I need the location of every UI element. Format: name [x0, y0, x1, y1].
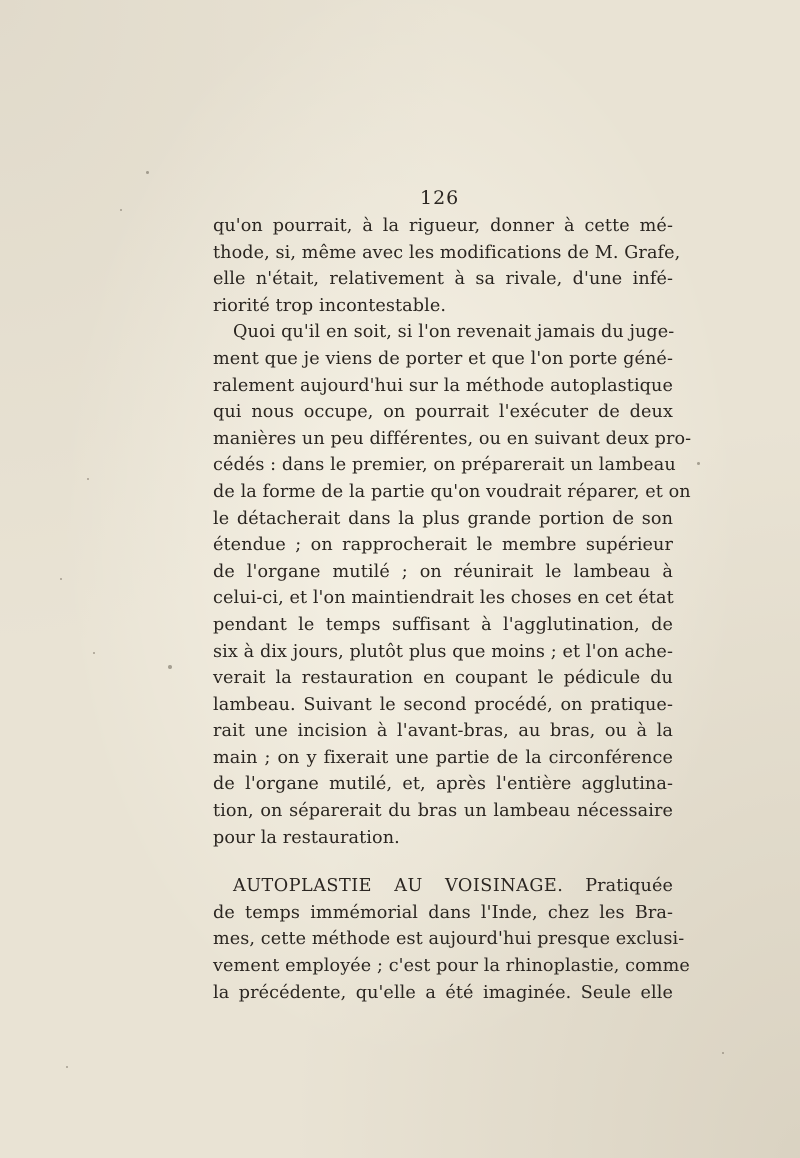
text-line: celui-ci, et l'on maintiendrait les choses en cet état	[213, 588, 674, 609]
paper-speck	[93, 652, 95, 654]
text-line: vement employée ; c'est pour la rhinoplastie, comme	[213, 956, 690, 977]
text-line: Quoi qu'il en soit, si l'on revenait jamais du juge-	[233, 322, 675, 343]
paper-speck	[120, 209, 122, 211]
text-line: étendue ; on rapprocherait le membre supérieur	[213, 535, 673, 556]
text-line: rait une incision à l'avant-bras, au bras, ou à la	[213, 721, 673, 742]
page-number: 126	[420, 187, 460, 209]
text-line: elle n'était, relativement à sa rivale, d'une infé-	[213, 269, 673, 290]
paragraph	[213, 213, 681, 319]
text-line: qu'on pourrait, à la rigueur, donner à cette mé-	[213, 216, 673, 236]
text-line: de temps immémorial dans l'Inde, chez les Bra-	[213, 902, 673, 923]
paper-speck	[146, 171, 149, 174]
text-line: manières un peu différentes, ou en suivant deux pro-	[213, 428, 692, 449]
text-line: la précédente, qu'elle a été imaginée. Seule elle	[213, 982, 673, 1003]
text-line: lambeau. Suivant le second procédé, on pratique-	[213, 694, 673, 715]
paragraph	[213, 319, 692, 851]
paper-speck	[168, 665, 172, 669]
paper-speck	[87, 478, 89, 480]
text-line: pour la restauration.	[213, 827, 400, 848]
text-line: ralement aujourd'hui sur la méthode autoplastique	[213, 375, 673, 396]
text-line: mes, cette méthode est aujourd'hui presque exclusi-	[213, 929, 685, 950]
text-line: ment que je viens de porter et que l'on porte géné-	[213, 348, 673, 369]
section-heading-line	[213, 873, 673, 900]
text-line: main ; on y fixerait une partie de la circonférence	[213, 747, 673, 768]
text-line: riorité trop incontestable.	[213, 295, 447, 316]
section-heading: AUTOPLASTIE AU VOISINAGE.	[233, 876, 564, 897]
paper-speck	[722, 1052, 724, 1054]
text-line: le détacherait dans la plus grande portion de son	[213, 508, 673, 529]
text-line: de l'organe mutilé ; on réunirait le lambeau à	[213, 561, 673, 582]
paper-speck	[60, 578, 62, 580]
text-line: verait la restauration en coupant le pédicule du	[213, 668, 673, 689]
text-fragment: Pratiquée	[585, 876, 673, 897]
text-line: pendant le temps suffisant à l'agglutination, de	[213, 614, 673, 635]
paper-speck	[697, 462, 700, 465]
text-line: de la forme de la partie qu'on voudrait réparer, et on	[213, 481, 691, 502]
text-line: de l'organe mutilé, et, après l'entière agglutina-	[213, 774, 673, 795]
text-line: cédés : dans le premier, on préparerait un lambeau	[213, 455, 676, 476]
text-line: six à dix jours, plutôt plus que moins ; et l'on ache-	[213, 641, 673, 662]
paper-speck	[66, 1066, 68, 1068]
paragraph	[213, 873, 690, 1006]
body-text	[213, 213, 692, 1006]
paragraph-spacer	[213, 851, 673, 873]
text-line: thode, si, même avec les modifications de M. Grafe,	[213, 242, 681, 263]
text-line: tion, on séparerait du bras un lambeau nécessaire	[213, 801, 673, 822]
text-line: qui nous occupe, on pourrait l'exécuter de deux	[213, 402, 673, 423]
